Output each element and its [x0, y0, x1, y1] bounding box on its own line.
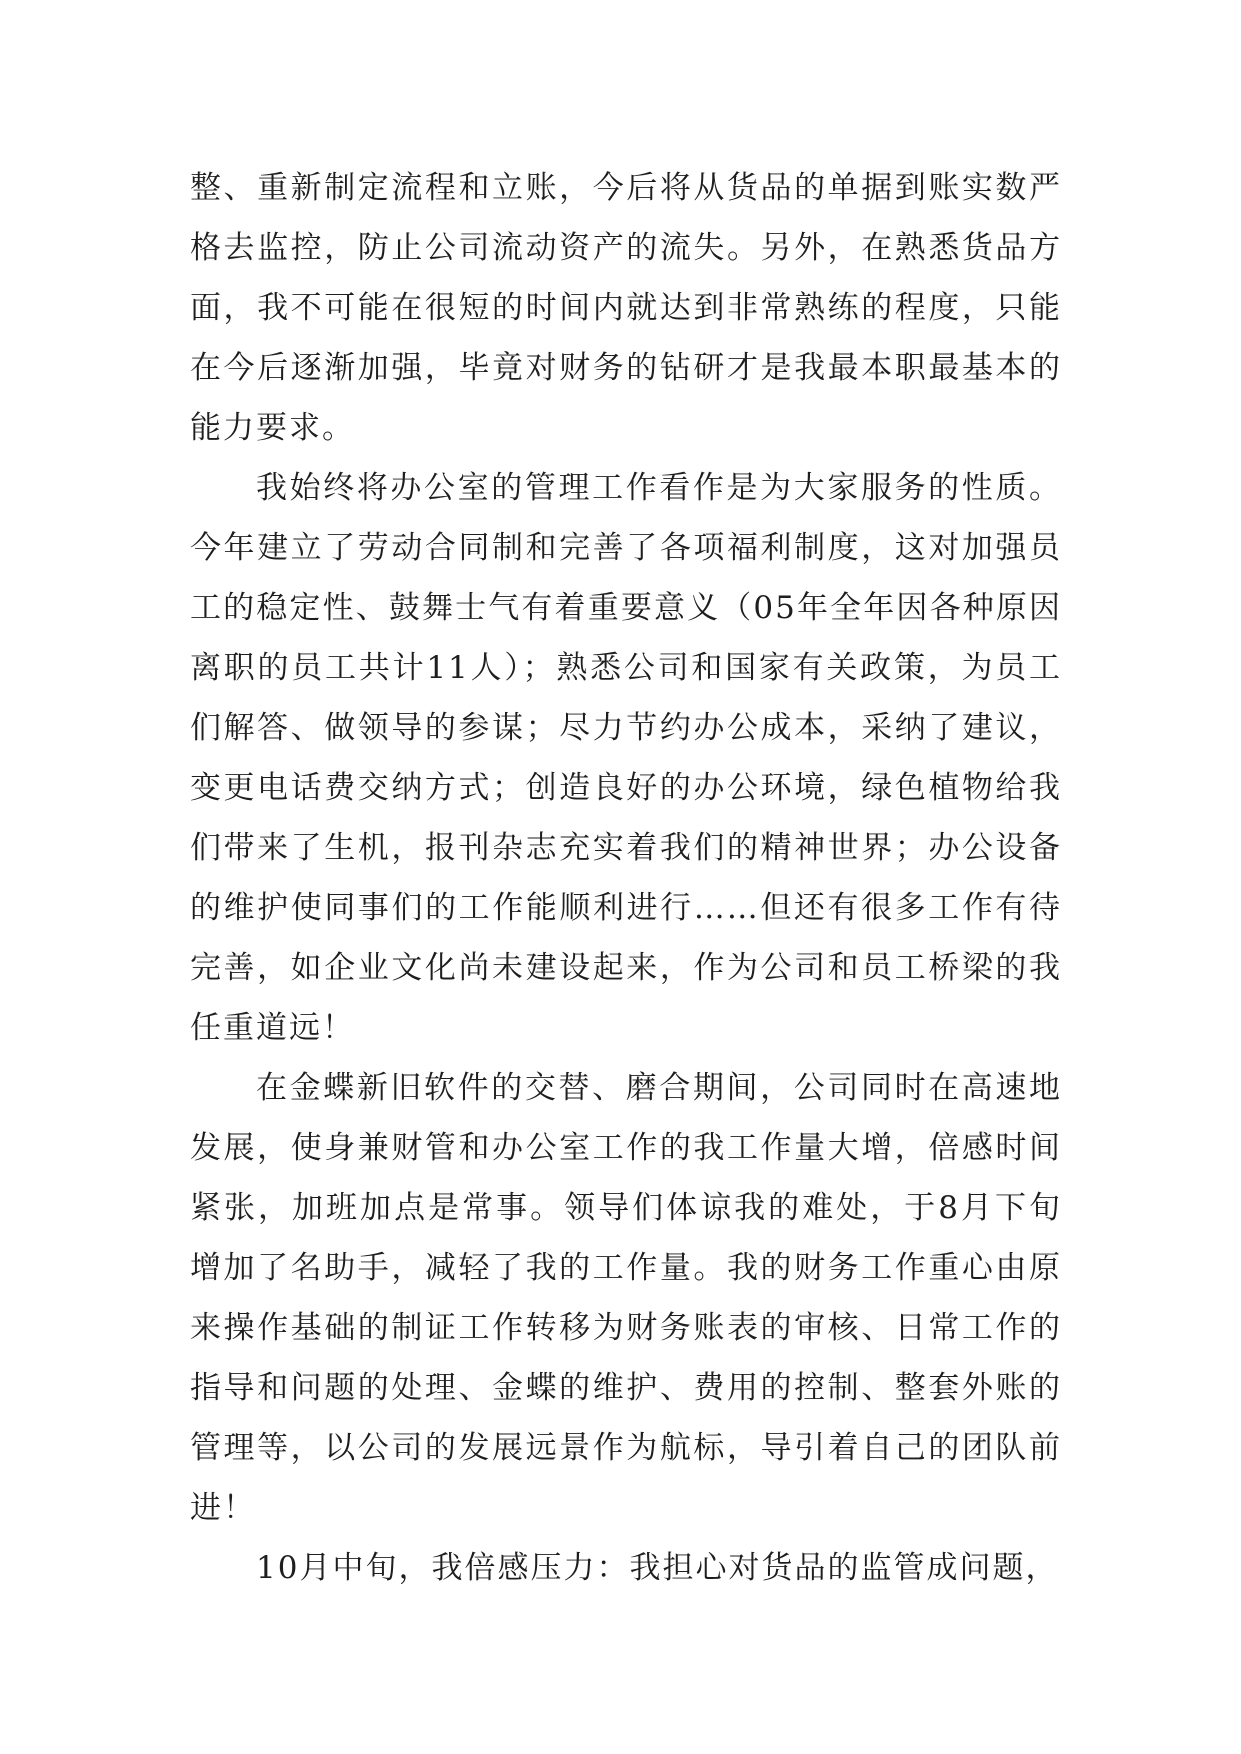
body-text: [190, 158, 1062, 1598]
paragraph-2: 我始终将办公室的管理工作看作是为大家服务的性质。今年建立了劳动合同制和完善了各项福利制度，这对加强员工的稳定性、鼓舞士气有着重要意义（05年全年因各种原因离职的员工共计11人）；熟悉公司和国家有关政策，为员工们解答、做领导的参谋；尽力节约办公成本，采纳了建议，变更电话费交纳方式；创造良好的办公环境，绿色植物给我们带来了生机，报刊杂志充实着我们的精神世界；办公设备的维护使同事们的工作能顺利进行……但还有很多工作有待完善，如企业文化尚未建设起来，作为公司和员工桥梁的我任重道远！: [190, 470, 1062, 1046]
paragraph-4: 10月中旬，我倍感压力：我担心对货品的监管成问题，: [256, 1550, 1059, 1586]
paragraph-1: 整、重新制定流程和立账，今后将从货品的单据到账实数严格去监控，防止公司流动资产的流失。另外，在熟悉货品方面，我不可能在很短的时间内就达到非常熟练的程度，只能在今后逐渐加强，毕竟对财务的钻研才是我最本职最基本的能力要求。: [190, 170, 1062, 446]
paragraph-3: 在金蝶新旧软件的交替、磨合期间，公司同时在高速地发展，使身兼财管和办公室工作的我工作量大增，倍感时间紧张，加班加点是常事。领导们体谅我的难处，于8月下旬增加了名助手，减轻了我的工作量。我的财务工作重心由原来操作基础的制证工作转移为财务账表的审核、日常工作的指导和问题的处理、金蝶的维护、费用的控制、整套外账的管理等，以公司的发展远景作为航标，导引着自己的团队前进！: [190, 1070, 1062, 1526]
